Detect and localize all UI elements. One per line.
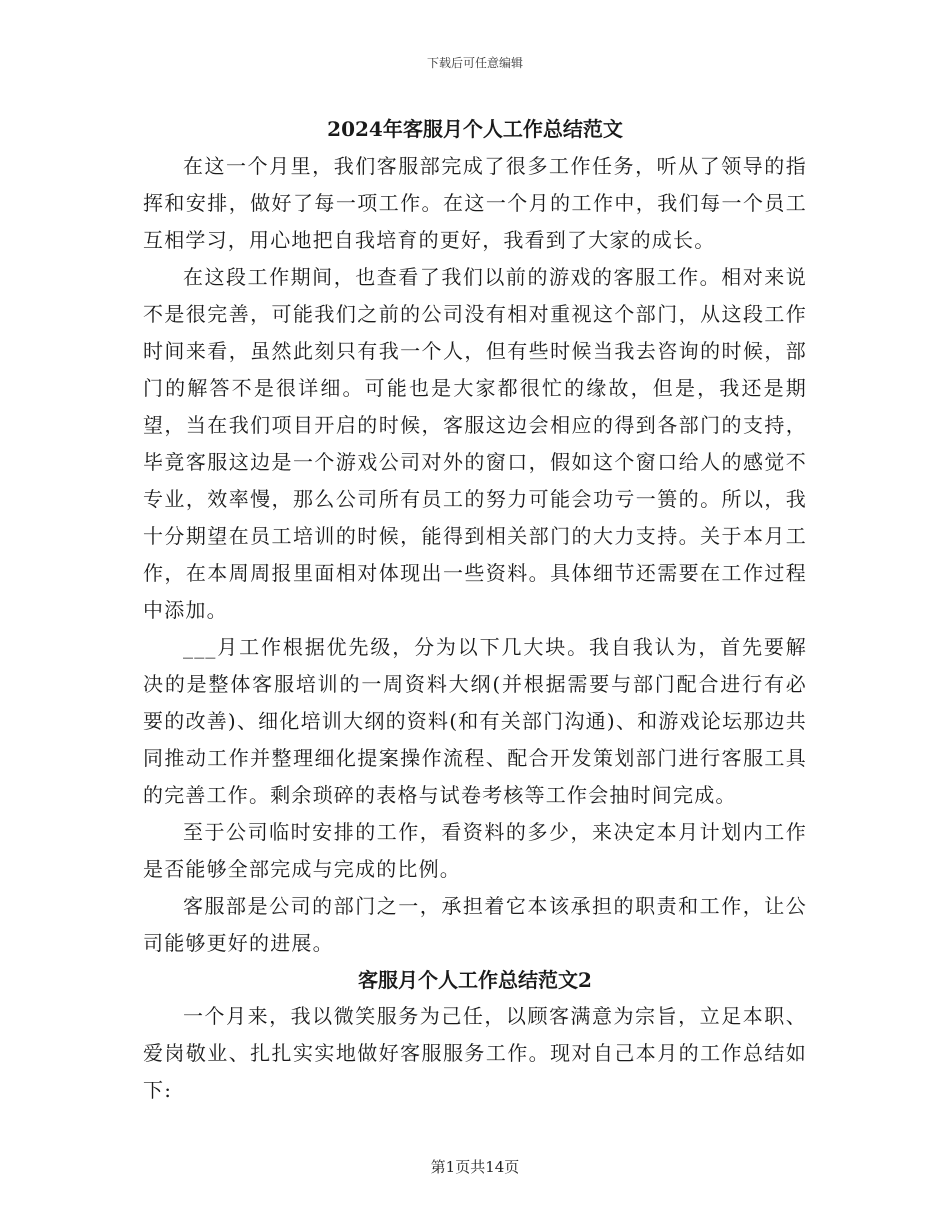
paragraph: 至于公司临时安排的工作，看资料的多少，来决定本月计划内工作是否能够全部完成与完成的比例。 (143, 820, 807, 881)
paragraph: 一个月来，我以微笑服务为己任，以顾客满意为宗旨，立足本职、爱岗敬业、扎扎实实地做好客服服务工作。现对自己本月的工作总结如下: (143, 1004, 807, 1102)
page-number: 第1页共14页 (430, 1158, 520, 1176)
paragraph: 在这一个月里，我们客服部完成了很多工作任务，听从了领导的指挥和安排，做好了每一项工作。在这一个月的工作中，我们每一个员工互相学习，用心地把自我培育的更好，我看到了大家的成长。 (143, 154, 807, 252)
paragraph: 客服部是公司的部门之一，承担着它本该承担的职责和工作，让公司能够更好的进展。 (143, 894, 807, 955)
document-title: 2024年客服月个人工作总结范文 (327, 117, 623, 141)
page-header-note: 下载后可任意编辑 (426, 56, 523, 70)
paragraph: ___月工作根据优先级，分为以下几大块。我自我认为，首先要解决的是整体客服培训的一周资料大纲(并根据需要与部门配合进行有必要的改善)、细化培训大纲的资料(和有关部门沟通)、和游戏论坛那边共同推动工作并整理细化提案操作流程、配合开发策划部门进行客服工具的完善工作。剩余琐碎的表格与试卷考核等工作会抽时间完成。 (143, 635, 807, 807)
paragraph: 在这段工作期间，也查看了我们以前的游戏的客服工作。相对来说不是很完善，可能我们之前的公司没有相对重视这个部门，从这段工作时间来看，虽然此刻只有我一个人，但有些时候当我去咨询的时候，部门的解答不是很详细。可能也是大家都很忙的缘故，但是，我还是期望，当在我们项目开启的时候，客服这边会相应的得到各部门的支持，毕竟客服这边是一个游戏公司对外的窗口，假如这个窗口给人的感觉不专业，效率慢，那么公司所有员工的努力可能会功亏一篑的。所以，我十分期望在员工培训的时候，能得到相关部门的大力支持。关于本月工作，在本周周报里面相对体现出一些资料。具体细节还需要在工作过程中添加。 (143, 265, 807, 622)
section-title: 客服月个人工作总结范文2 (358, 968, 592, 992)
document-body (143, 114, 807, 1109)
